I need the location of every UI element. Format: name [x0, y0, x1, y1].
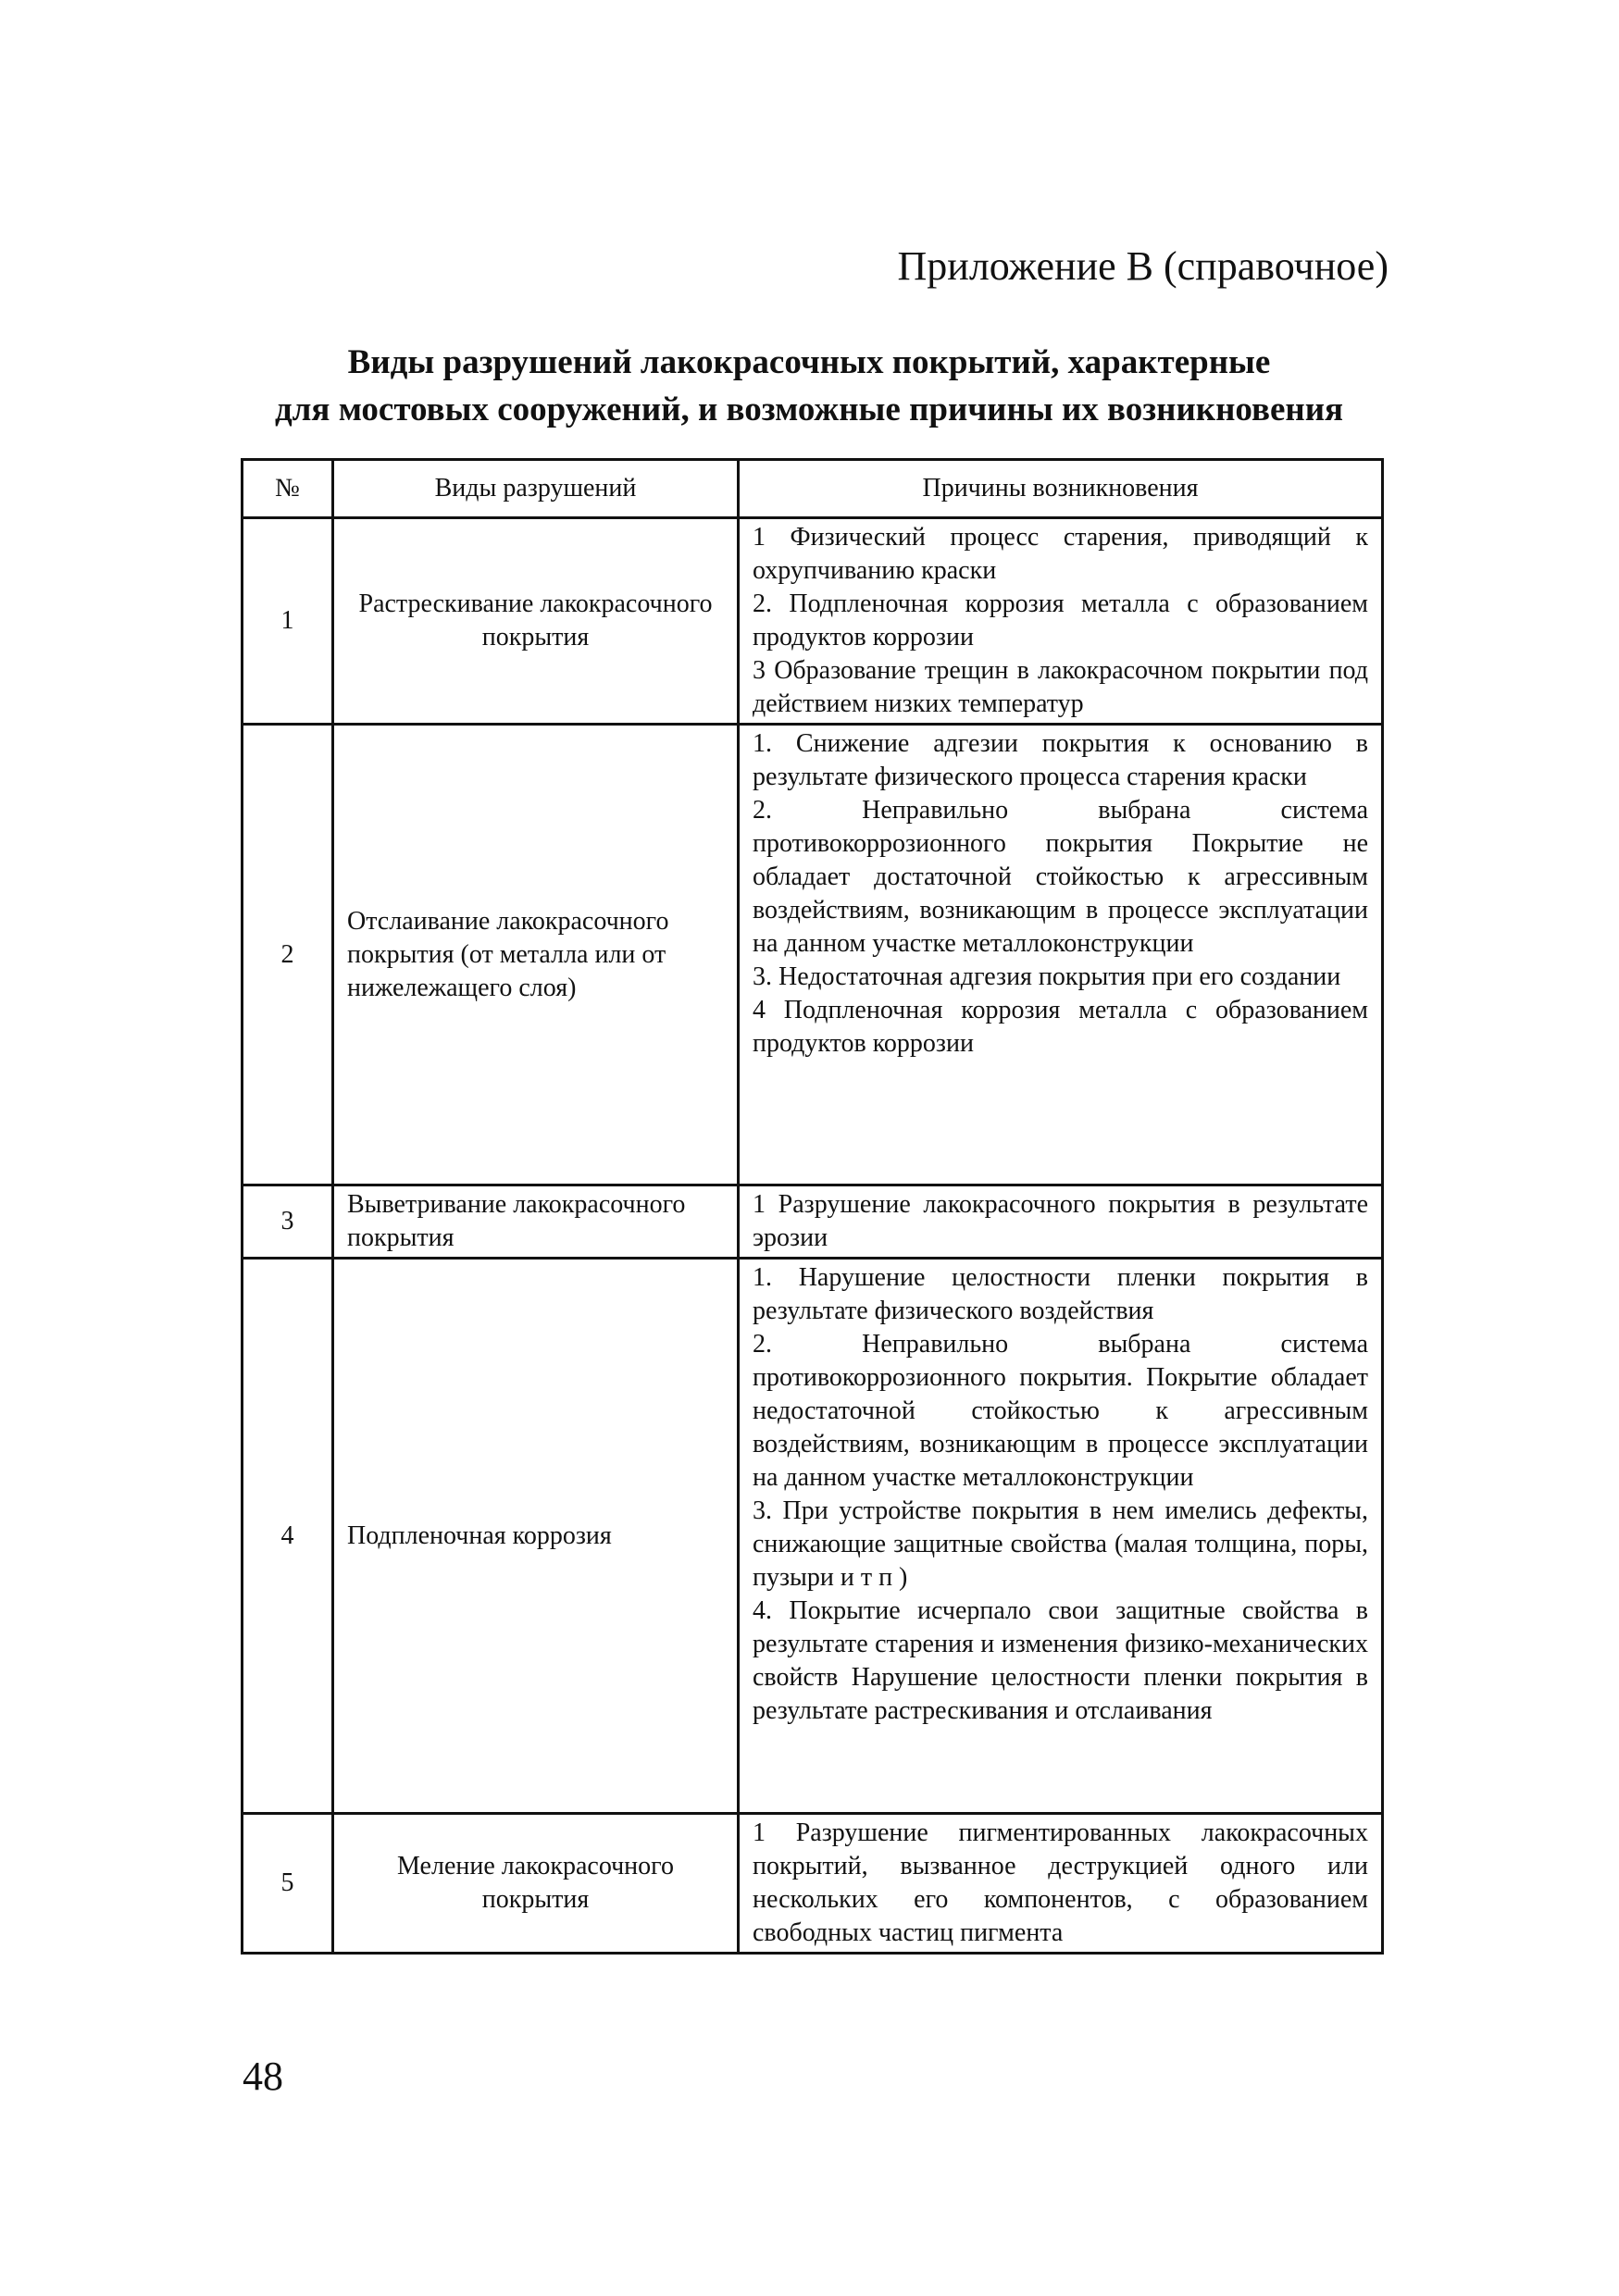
appendix-label: Приложение В (справочное): [897, 243, 1389, 289]
table-row: [243, 1814, 1383, 1954]
reasons-cell: [739, 518, 1383, 725]
reason-item: 2. Неправильно выбрана система противокоррозионного покрытия. Покрытие обладает недостаточной стойкостью к агрессивным воздействиям, возникающим в процессе эксплуатации на данном участке металлоконструкции: [753, 1330, 1368, 1492]
damage-kind: Подпленочная коррозия: [333, 1259, 739, 1814]
damage-kind: Растрескивание лакокрасочного покрытия: [333, 518, 739, 725]
row-number: 2: [243, 725, 333, 1185]
row-number: 4: [243, 1259, 333, 1814]
reason-item: 2. Неправильно выбрана система противокоррозионного покрытия Покрытие не обладает достаточной стойкостью к агрессивным воздействиям, возникающим в процессе эксплуатации на данном участке металлоконструкции: [753, 796, 1368, 958]
row-number: 3: [243, 1185, 333, 1259]
damage-types-table: [241, 458, 1384, 1955]
table-row: [243, 518, 1383, 725]
table-row: [243, 725, 1383, 1185]
reasons-cell: [739, 1814, 1383, 1954]
reason-item: 3. При устройстве покрытия в нем имелись дефекты, снижающие защитные свойства (малая толщина, поры, пузыри и т п ): [753, 1496, 1368, 1592]
damage-kind: Меление лакокрасочного покрытия: [333, 1814, 739, 1954]
page-number: 48: [243, 2054, 283, 2099]
table-row: [243, 1185, 1383, 1259]
title-line-1: Виды разрушений лакокрасочных покрытий, характерные: [347, 343, 1271, 381]
reason-item: 1 Разрушение пигментированных лакокрасочных покрытий, вызванное деструкцией одного или нескольких его компонентов, с образованием свободных частиц пигмента: [753, 1818, 1368, 1947]
reason-item: 1 Разрушение лакокрасочного покрытия в результате эрозии: [753, 1190, 1368, 1252]
table-header-row: [243, 460, 1383, 518]
reason-item: 3 Образование трещин в лакокрасочном покрытии под действием низких температур: [753, 656, 1368, 718]
reason-item: 4. Покрытие исчерпало свои защитные свойства в результате старения и изменения физико-механических свойств Нарушение целостности пленки покрытия в результате растрескивания и отслаивания: [753, 1596, 1368, 1725]
header-kind: Виды разрушений: [333, 460, 739, 518]
row-number: 1: [243, 518, 333, 725]
reason-item: 1 Физический процесс старения, приводящий к охрупчиванию краски: [753, 523, 1368, 585]
reason-item: 1. Снижение адгезии покрытия к основанию в результате физического процесса старения краски: [753, 729, 1368, 791]
reasons-cell: [739, 1185, 1383, 1259]
title-line-2: для мостовых сооружений, и возможные причины их возникновения: [274, 391, 1344, 428]
header-reasons: Причины возникновения: [739, 460, 1383, 518]
reasons-cell: [739, 1259, 1383, 1814]
reason-item: 2. Подпленочная коррозия металла с образованием продуктов коррозии: [753, 590, 1368, 652]
reasons-cell: [739, 725, 1383, 1185]
damage-kind: Отслаивание лакокрасочного покрытия (от металла или от нижележащего слоя): [333, 725, 739, 1185]
damage-kind: Выветривание лакокрасочного покрытия: [333, 1185, 739, 1259]
reason-item: 4 Подпленочная коррозия металла с образованием продуктов коррозии: [753, 996, 1368, 1058]
reason-item: 3. Недостаточная адгезия покрытия при его создании: [753, 962, 1341, 991]
reason-item: 1. Нарушение целостности пленки покрытия в результате физического воздействия: [753, 1263, 1368, 1325]
table-row: [243, 1259, 1383, 1814]
header-number: №: [243, 460, 333, 518]
document-title: [239, 339, 1379, 433]
row-number: 5: [243, 1814, 333, 1954]
